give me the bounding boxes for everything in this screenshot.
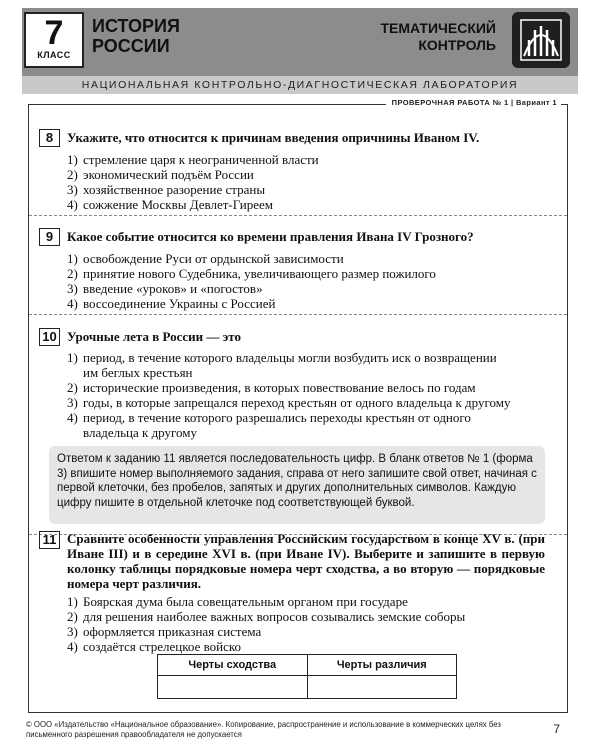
answer-option: 1) стремление царя к неограниченной власти	[67, 152, 319, 167]
lab-logo-icon	[512, 12, 570, 68]
difference-answer-cell[interactable]	[307, 676, 457, 699]
subject-line-2: РОССИИ	[92, 36, 170, 56]
answer-option: 4) воссоединение Украины с Россией	[67, 296, 276, 311]
answer-option: 2) экономический подъём России	[67, 167, 254, 182]
answer-option: 3) годы, в которые запрещался переход крестьян от одного владельца к другому	[67, 395, 511, 410]
table-header-similarity: Черты сходства	[158, 655, 308, 676]
lab-name: НАЦИОНАЛЬНАЯ КОНТРОЛЬНО-ДИАГНОСТИЧЕСКАЯ ЛАБОРАТОРИЯ	[22, 76, 578, 94]
question-number: 10	[39, 328, 60, 346]
subject-line-1: ИСТОРИЯ	[92, 16, 180, 36]
answer-option: 4) сожжение Москвы Девлет-Гиреем	[67, 197, 273, 212]
work-header: ПРОВЕРОЧНАЯ РАБОТА № 1 | Вариант 1	[386, 98, 561, 107]
question-text: Укажите, что относится к причинам введения опричнины Иваном IV.	[67, 130, 480, 145]
page-number: 7	[553, 722, 560, 736]
grade-box	[24, 12, 84, 68]
answer-option: 4) период, в течение которого разрешались переходы крестьян от одного владельца к другому	[67, 410, 471, 440]
separator	[29, 314, 567, 315]
question-text: Урочные лета в России — это	[67, 329, 241, 344]
answer-option: 4) создаётся стрелецкое войско	[67, 639, 242, 654]
question-text: Сравните особенности управления Российским государством в конце XV в. (при Иване III) и в середине XVI в. (при Иване IV). Выберите и запишите в первую колонку таблицы порядковые номера черт сходства, а во вторую — порядковые номера черт различия.	[67, 531, 545, 591]
question-number: 9	[39, 228, 60, 246]
answer-option: 1) период, в течение которого владельцы могли возбудить иск о возвращении им беглых крестьян	[67, 350, 497, 380]
control-line-2: КОНТРОЛЬ	[418, 37, 496, 53]
header-banner	[22, 8, 578, 76]
instruction-note: Ответом к заданию 11 является последовательность цифр. В бланк ответов № 1 (форма 3) впишите номер выполняемого задания, справа от него запишите свой ответ, начиная с первой клеточки, без пробелов, запятых и других дополнительных символов. Каждую цифру пишите в отдельной клеточке под соответствующей буквой.	[49, 446, 545, 524]
answer-option: 2) для решения наиболее важных вопросов созывались земские соборы	[67, 609, 466, 624]
answer-option: 2) исторические произведения, в которых повествование велось по годам	[67, 380, 476, 395]
worksheet-card	[28, 98, 568, 713]
table-header-difference: Черты различия	[307, 655, 457, 676]
grade-number: 7	[44, 14, 64, 52]
answer-option: 1) Боярская дума была совещательным органом при государе	[67, 594, 408, 609]
subject-title	[92, 16, 180, 56]
question-number: 8	[39, 129, 60, 147]
answer-option: 3) оформляется приказная система	[67, 624, 262, 639]
control-title	[380, 20, 496, 54]
answer-option: 1) освобождение Руси от ордынской зависимости	[67, 251, 344, 266]
similarity-answer-cell[interactable]	[158, 676, 308, 699]
control-line-1: ТЕМАТИЧЕСКИЙ	[380, 20, 496, 36]
answer-table	[157, 654, 457, 699]
separator	[29, 215, 567, 216]
answer-option: 2) принятие нового Судебника, увеличивающего размер пожилого	[67, 266, 436, 281]
answer-option: 3) введение «уроков» и «погостов»	[67, 281, 263, 296]
copyright-notice: © ООО «Издательство «Национальное образование». Копирование, распространение и использование в коммерческих целях без письменного разрешения правообладателя не допускается	[26, 720, 501, 739]
answer-option: 3) хозяйственное разорение страны	[67, 182, 266, 197]
question-text: Какое событие относится ко времени правления Ивана IV Грозного?	[67, 229, 474, 244]
question-number: 11	[39, 531, 60, 549]
grade-label: КЛАСС	[37, 50, 71, 60]
